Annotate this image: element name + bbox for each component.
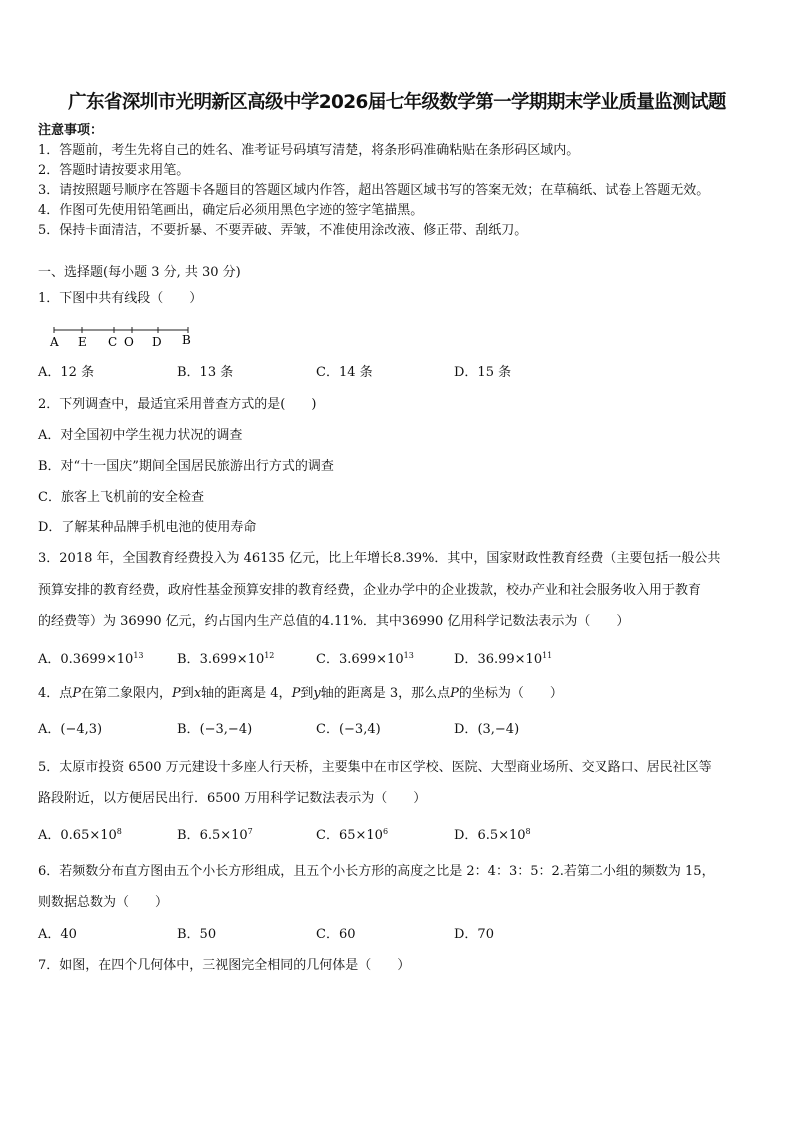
stem-text: 在第二象限内，	[81, 686, 173, 701]
question-3-option-d[interactable]	[454, 652, 552, 668]
variable-y: y	[313, 686, 321, 701]
question-2-option-d[interactable]: D．了解某种品牌手机电池的使用寿命	[38, 520, 257, 535]
option-base: 36.99×10	[477, 652, 543, 667]
question-3-option-c[interactable]	[316, 652, 414, 668]
option-value: (−4,3)	[60, 722, 103, 737]
question-3-option-a[interactable]	[38, 652, 144, 668]
option-value: (−3,−4)	[199, 722, 253, 737]
question-2-option-b[interactable]: B．对“十一国庆”期间全国居民旅游出行方式的调查	[38, 459, 334, 474]
option-exponent: 8	[525, 827, 531, 836]
option-label: A．	[38, 722, 61, 737]
variable-p: P	[172, 686, 181, 701]
question-6-option-c[interactable]: C．60	[316, 927, 356, 942]
question-6-line: 6．若频数分布直方图由五个小长方形组成，且五个小长方形的高度之比是 2：4：3：5：2.若第二小组的频数为 15，	[38, 864, 715, 879]
option-label: B．	[177, 722, 200, 737]
option-exponent: 13	[403, 651, 414, 660]
question-6-option-b[interactable]: B．50	[177, 927, 217, 942]
option-label: D．	[454, 652, 478, 667]
question-1-option-d[interactable]: D．15 条	[454, 365, 512, 380]
option-base: 3.699×10	[199, 652, 265, 667]
variable-x: x	[193, 686, 202, 701]
notes-item: 4．作图可先使用铅笔画出，确定后必须用黑色字迹的签字笔描黑。	[38, 203, 424, 218]
question-2-option-c[interactable]: C．旅客上飞机前的安全检查	[38, 490, 204, 505]
stem-text: 的坐标为（ ）	[458, 686, 563, 701]
notes-item: 2．答题时请按要求用笔。	[38, 163, 190, 178]
question-3-line: 的经费等）为 36990 亿元，约占国内生产总值的4.11%．其中36990 亿用科学记数法表示为（ ）	[38, 614, 630, 629]
variable-p: P	[450, 686, 459, 701]
variable-p: P	[291, 686, 301, 701]
notes-item: 3．请按照题号顺序在答题卡各题目的答题区域内作答，超出答题区域书写的答案无效；在草稿纸、试卷上答题无效。	[38, 183, 710, 198]
option-label: B．	[177, 652, 200, 667]
question-3-line: 3．2018 年，全国教育经费投入为 46135 亿元，比上年增长8.39%．其中，国家财政性教育经费（主要包括一般公共	[38, 551, 721, 566]
option-base: 3.699×10	[338, 652, 404, 667]
question-1-option-b[interactable]: B．13 条	[177, 365, 234, 380]
notes-heading: 注意事项：	[38, 123, 104, 138]
point-label-o: O	[124, 335, 134, 348]
variable-p: P	[72, 686, 82, 701]
question-5-option-b[interactable]	[177, 828, 253, 844]
question-4-option-b[interactable]	[177, 722, 252, 738]
option-exponent: 13	[133, 651, 144, 660]
point-label-e: E	[78, 335, 87, 348]
question-2-option-a[interactable]: A．对全国初中学生视力状况的调查	[38, 428, 243, 443]
question-4-option-d[interactable]	[454, 722, 519, 738]
notes-item: 5．保持卡面清洁，不要折暴、不要弄破、弄皱，不准使用涂改液、修正带、刮纸刀。	[38, 223, 528, 238]
point-label-b: B	[182, 333, 191, 347]
point-label-d: D	[152, 335, 162, 348]
question-7-stem: 7．如图，在四个几何体中，三视图完全相同的几何体是（ ）	[38, 958, 411, 973]
question-4-stem	[38, 686, 563, 702]
option-value: (−3,4)	[338, 722, 381, 737]
option-exponent: 12	[264, 651, 275, 660]
question-2-stem: 2．下列调查中，最适宜采用普查方式的是( )	[38, 397, 317, 412]
point-label-a: A	[50, 335, 59, 348]
stem-text: 轴的距离是 3，那么点	[320, 686, 451, 701]
segment-figure	[48, 322, 198, 348]
option-value: (3,−4)	[477, 722, 520, 737]
question-3-line: 预算安排的教育经费，政府性基金预算安排的教育经费，企业办学中的企业拨款，校办产业和社会服务收入用于教育	[38, 583, 702, 598]
section-heading: 一、选择题(每小题 3 分, 共 30 分)	[38, 265, 241, 280]
question-6-option-a[interactable]: A．40	[38, 927, 77, 942]
option-label: A．	[38, 828, 61, 843]
point-label-c: C	[108, 335, 118, 348]
option-base: 0.3699×10	[60, 652, 134, 667]
question-5-line: 5．太原市投资 6500 万元建设十多座人行天桥，主要集中在市区学校、医院、大型商业场所、交叉路口、居民社区等	[38, 760, 712, 775]
question-1-stem: 1．下图中共有线段（ ）	[38, 291, 203, 306]
stem-text: 到	[180, 686, 194, 701]
option-label: C．	[316, 652, 339, 667]
stem-text: 4．点	[38, 686, 73, 701]
option-label: A．	[38, 652, 61, 667]
question-4-option-a[interactable]	[38, 722, 102, 738]
page-title: 广东省深圳市光明新区高级中学2026届七年级数学第一学期期末学业质量监测试题	[68, 92, 726, 113]
option-label: D．	[454, 828, 478, 843]
option-exponent: 11	[542, 651, 553, 660]
question-5-line: 路段附近，以方便居民出行．6500 万用科学记数法表示为（ ）	[38, 791, 427, 806]
notes-item: 1．答题前，考生先将自己的姓名、准考证号码填写清楚，将条形码准确粘贴在条形码区域内。	[38, 143, 580, 158]
question-3-option-b[interactable]	[177, 652, 274, 668]
question-5-option-a[interactable]	[38, 828, 122, 844]
option-label: D．	[454, 722, 478, 737]
question-6-line: 则数据总数为（ ）	[38, 895, 169, 910]
option-base: 6.5×10	[477, 828, 526, 843]
question-5-option-c[interactable]	[316, 828, 388, 844]
option-label: C．	[316, 722, 339, 737]
question-1-option-a[interactable]: A．12 条	[38, 365, 95, 380]
question-6-option-d[interactable]: D．70	[454, 927, 494, 942]
option-base: 0.65×10	[60, 828, 117, 843]
option-label: B．	[177, 828, 200, 843]
option-base: 6.5×10	[199, 828, 248, 843]
option-exponent: 8	[116, 827, 122, 836]
stem-text: 轴的距离是 4，	[201, 686, 292, 701]
option-label: C．	[316, 828, 339, 843]
stem-text: 到	[300, 686, 314, 701]
question-1-option-c[interactable]: C．14 条	[316, 365, 373, 380]
option-exponent: 7	[247, 827, 253, 836]
question-4-option-c[interactable]	[316, 722, 381, 738]
option-exponent: 6	[382, 827, 389, 836]
option-base: 65×10	[338, 828, 383, 843]
question-5-option-d[interactable]	[454, 828, 531, 844]
